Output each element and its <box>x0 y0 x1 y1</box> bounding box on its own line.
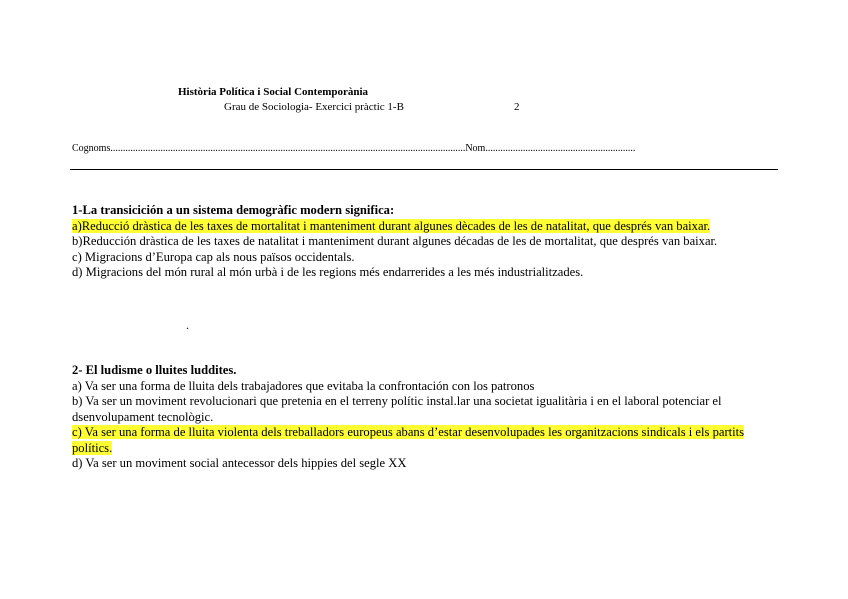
question-2-option-c <box>72 425 772 456</box>
highlighted-answer: a)Reducció dràstica de les taxes de mortalitat i manteniment durant algunes dècades de les de natalitat, que després van baixar. <box>72 218 711 233</box>
question-1-option-d: d) Migracions del món rural al món urbà i de les regions més endarrerides a les més industrialitzades. <box>72 265 584 279</box>
question-2-heading: 2- El ludisme o lluites luddites. <box>72 363 237 377</box>
stray-dot: . <box>186 318 189 332</box>
question-2 <box>72 363 772 472</box>
page-number: 2 <box>514 101 520 113</box>
question-1-heading: 1-La transicición a un sistema demogràfic modern significa: <box>72 203 395 217</box>
highlighted-answer: c) Va ser una forma de lluita violenta dels treballadors europeus abans d’estar desenvolupades les organitzacions sindicals i els partits polítics. <box>72 425 745 455</box>
question-1-option-a <box>72 219 772 235</box>
name-line: Cognoms..............................................................................................................................................Nom............................................................ <box>72 143 636 154</box>
header-divider <box>70 169 778 170</box>
document-subtitle: Grau de Sociologia- Exercici pràctic 1-B <box>224 101 404 113</box>
question-2-option-a: a) Va ser una forma de lluita dels trabajadores que evitaba la confrontación con los patronos <box>72 378 535 393</box>
question-1-option-b: b)Reducción dràstica de les taxes de natalitat i manteniment durant algunes décadas de les de mortalitat, que després van baixar. <box>72 234 718 248</box>
document-title: Història Política i Social Contemporània <box>178 86 369 98</box>
question-1-option-c: c) Migracions d’Europa cap als nous països occidentals. <box>72 249 355 264</box>
question-1 <box>72 203 772 281</box>
question-2-option-b: b) Va ser un moviment revolucionari que pretenia en el terreny polític instal.lar una societat igualitària i en el laboral potenciar el dsenvolupament tecnològic. <box>72 394 722 424</box>
question-2-option-d: d) Va ser un moviment social antecessor dels hippies del segle XX <box>72 456 407 470</box>
